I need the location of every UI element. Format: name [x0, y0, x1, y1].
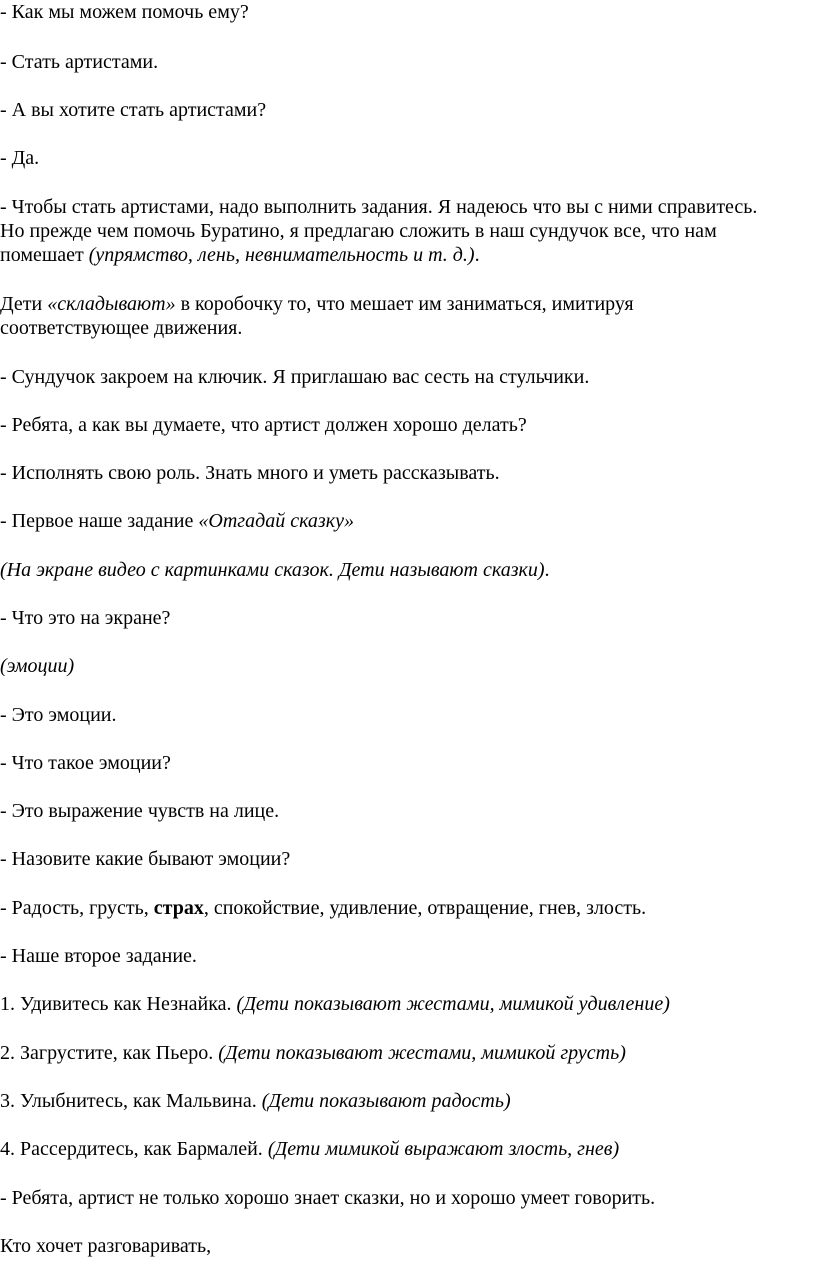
- text-plain: 1. Удивитесь как Незнайка.: [0, 993, 237, 1015]
- line-tasks-3: [0, 243, 480, 267]
- line-become-artists: - Стать артистами.: [0, 51, 159, 73]
- line-children-fold-1: [0, 292, 634, 316]
- text-period: .: [474, 244, 480, 266]
- line-yes: - Да.: [0, 147, 40, 169]
- line-item-3: [0, 1089, 511, 1113]
- line-tasks-1: - Чтобы стать артистами, надо выполнить задания. Я надеюсь что вы с ними справитесь.: [0, 196, 758, 218]
- line-emotions-remark: (эмоции): [0, 655, 75, 677]
- text-plain: Дети: [0, 293, 48, 315]
- line-do-you-want: - А вы хотите стать артистами?: [0, 99, 267, 121]
- text-plain: помешает: [0, 244, 89, 266]
- line-who-wants-to-talk: Кто хочет разговаривать,: [0, 1235, 212, 1257]
- line-tasks-2: Но прежде чем помочь Буратино, я предлагаю сложить в наш сундучок все, что нам: [0, 220, 717, 242]
- text-plain: - Радость, грусть,: [0, 897, 154, 919]
- line-expression-of-feelings: - Это выражение чувств на лице.: [0, 800, 280, 822]
- text-italic-remark: (На экране видео с картинками сказок. Дети называют сказки): [0, 559, 545, 581]
- line-name-emotions: - Назовите какие бывают эмоции?: [0, 848, 291, 870]
- text-italic-task-title: «Отгадай сказку»: [198, 510, 354, 532]
- text-period: .: [544, 559, 550, 581]
- text-italic-remark: (Дети показывают радость): [261, 1090, 511, 1112]
- text-plain: 3. Улыбнитесь, как Мальвина.: [0, 1090, 262, 1112]
- line-these-are-emotions: - Это эмоции.: [0, 704, 117, 726]
- text-italic-remark: (Дети показывают жестами, мимикой удивление): [236, 993, 670, 1015]
- line-item-2: [0, 1041, 626, 1065]
- text-plain: - Первое наше задание: [0, 510, 199, 532]
- line-how-can-we-help: - Как мы можем помочь ему?: [0, 1, 249, 23]
- line-play-role: - Исполнять свою роль. Знать много и уметь рассказывать.: [0, 462, 500, 484]
- line-what-on-screen: - Что это на экране?: [0, 607, 171, 629]
- line-item-1: [0, 992, 670, 1016]
- text-bold-fear: страх: [153, 897, 204, 919]
- line-artist-speaks-well: - Ребята, артист не только хорошо знает сказки, но и хорошо умеет говорить.: [0, 1187, 656, 1209]
- line-second-task: - Наше второе задание.: [0, 945, 197, 967]
- text-italic-remark: (Дети мимикой выражают злость, гнев): [267, 1138, 620, 1160]
- line-children-fold-2: соответствующее движения.: [0, 317, 243, 339]
- line-item-4: [0, 1137, 619, 1161]
- text-plain: 2. Загрустите, как Пьеро.: [0, 1042, 219, 1064]
- text-italic-remark: (упрямство, лень, невнимательность и т. д.): [88, 244, 475, 266]
- line-emotions-list: [0, 896, 646, 920]
- text-plain: , спокойствие, удивление, отвращение, гнев, злость.: [203, 897, 647, 919]
- line-close-chest: - Сундучок закроем на ключик. Я приглашаю вас сесть на стульчики.: [0, 366, 590, 388]
- text-plain: в коробочку то, что мешает им заниматься, имитируя: [175, 293, 634, 315]
- text-plain: 4. Рассердитесь, как Бармалей.: [0, 1138, 268, 1160]
- text-italic-remark: «складывают»: [47, 293, 176, 315]
- text-italic-remark: (Дети показывают жестами, мимикой грусть): [218, 1042, 626, 1064]
- line-what-are-emotions: - Что такое эмоции?: [0, 752, 171, 774]
- line-video-remark: [0, 558, 550, 582]
- line-what-should-artist-do: - Ребята, а как вы думаете, что артист должен хорошо делать?: [0, 414, 527, 436]
- line-first-task: [0, 509, 354, 533]
